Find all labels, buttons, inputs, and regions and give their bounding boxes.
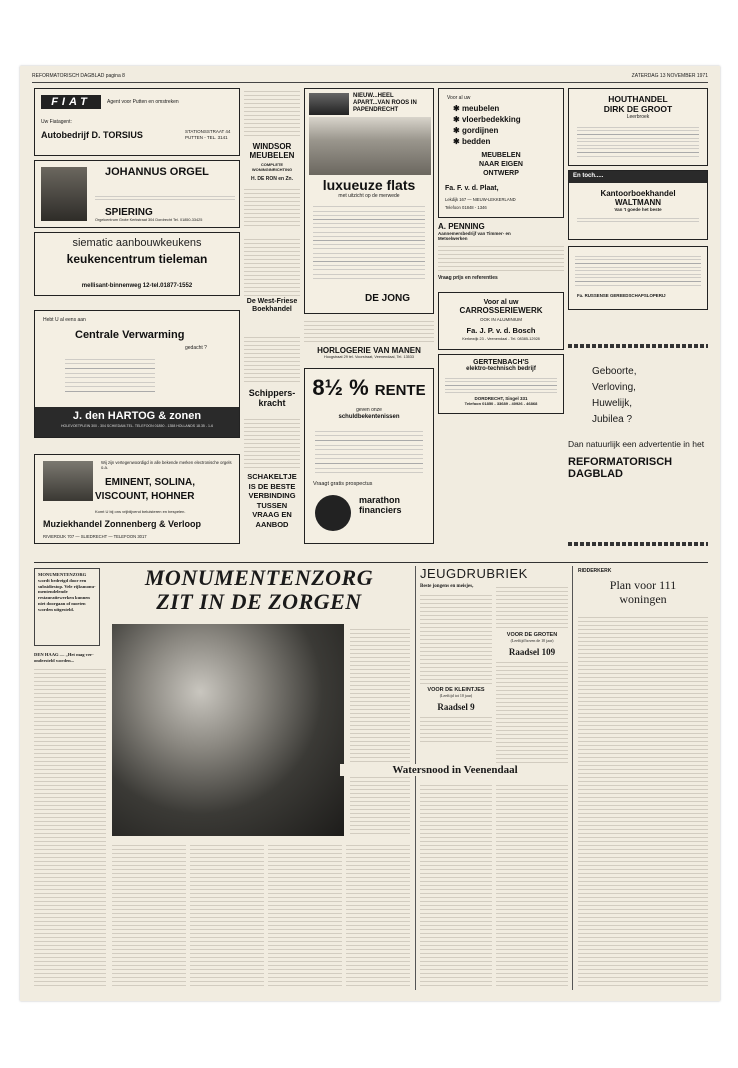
roos-title: NIEUW...HEEL APART...VAN ROOS IN PAPENDRECHT bbox=[353, 93, 417, 113]
fiat-address: STATIONSSTRAAT 44 PUTTEN - TEL. 3141 bbox=[185, 129, 231, 140]
text-column-top bbox=[244, 88, 300, 138]
meubelen-phone: Telefoon 01848 - 1346 bbox=[445, 205, 487, 210]
keuken-address: mellisant-binnenweg 12-tel.01877-1552 bbox=[81, 283, 193, 289]
gertenbach-sub: elektro-technisch bedrijf bbox=[466, 366, 536, 372]
fiat-tagline: Agent voor Putten en omstreken bbox=[107, 99, 179, 105]
cv-company-band bbox=[35, 407, 239, 437]
monumenten-col4 bbox=[268, 842, 342, 988]
meubelen-company: Fa. F. v. d. Plaat, bbox=[445, 185, 499, 192]
carrosserie-sub: OOK IN ALUMINIUM bbox=[479, 317, 522, 322]
roos-logo-photo bbox=[309, 93, 349, 115]
ridderkerk-title1: Plan voor 111 bbox=[609, 578, 677, 592]
watersnood-col2 bbox=[496, 782, 568, 988]
rente-company: marathon financiers bbox=[359, 495, 402, 515]
rente-request: Vraagt gratis prospectus bbox=[313, 481, 373, 487]
kantoor-title2: WALTMANN bbox=[614, 198, 662, 207]
family-line-3: Huwelijk, bbox=[592, 398, 633, 409]
column-divider-1 bbox=[415, 566, 416, 990]
organ-photo bbox=[41, 167, 87, 221]
cv-ad bbox=[34, 310, 240, 438]
penning-body bbox=[438, 243, 564, 273]
horlogerie-list bbox=[304, 318, 434, 342]
jeugd-title: JEUGDRUBRIEK bbox=[420, 566, 528, 581]
header-left: REFORMATORISCH DAGBLAD pagina 8 bbox=[32, 73, 125, 79]
penning-ad bbox=[438, 222, 564, 288]
orgel-dealer: SPIERING bbox=[105, 207, 153, 218]
meubelen-item-4: ✱ bedden bbox=[453, 137, 491, 146]
rente-sub1: geven onze bbox=[356, 407, 382, 413]
schippers-ad bbox=[244, 388, 300, 412]
gereed-company: Fa. RUSSENSE GEREEDSCHAPSLOPERIJ bbox=[577, 293, 666, 298]
monumenten-title1: MONUMENTENZORG bbox=[144, 565, 374, 590]
houthandel-title1: HOUTHANDEL bbox=[608, 94, 668, 104]
monumenten-col1 bbox=[34, 666, 106, 988]
section-rule bbox=[34, 562, 708, 563]
meubelen-item-3: ✱ gordijnen bbox=[453, 126, 499, 135]
monumenten-col3 bbox=[190, 842, 264, 988]
meubelen-naar3: ONTWERP bbox=[483, 170, 519, 177]
meubelen-item-2-label: vloerbedekking bbox=[461, 115, 521, 124]
penning-foot: Vraag prijs en referenties bbox=[438, 275, 498, 281]
marathon-logo bbox=[315, 495, 351, 531]
horlogerie-title: HORLOGERIE VAN MANEN bbox=[317, 346, 421, 355]
jeugd-col2 bbox=[496, 584, 568, 763]
windsor-title2: MEUBELEN bbox=[249, 151, 295, 160]
orgel-body bbox=[95, 193, 235, 203]
jeugd-greeting: Beste jongens en meisjes, bbox=[420, 584, 474, 589]
windsor-sub: COMPLETE WONINGINRICHTING bbox=[251, 162, 293, 172]
meubelen-item-4-label: bedden bbox=[461, 137, 491, 146]
fiat-logo: FIAT bbox=[41, 95, 101, 109]
cv-list bbox=[65, 355, 155, 395]
column-divider-2 bbox=[572, 566, 573, 990]
penning-sub: Aannemersbedrijf van Timmer- en Metselwerken bbox=[438, 231, 511, 241]
rente-word: RENTE bbox=[374, 382, 426, 399]
family-ad-border-bottom bbox=[568, 542, 708, 546]
meubelen-naar bbox=[439, 151, 563, 178]
jeugd-raadsel9-text bbox=[420, 714, 492, 742]
fiat-ad bbox=[34, 88, 240, 156]
meubelen-item-1-label: meubelen bbox=[461, 104, 500, 113]
schippers-title: Schippers-kracht bbox=[248, 388, 296, 408]
monumenten-col2 bbox=[112, 842, 186, 988]
rente-sub2: schuldbekentenissen bbox=[338, 414, 400, 420]
text-column-mid2 bbox=[244, 334, 300, 384]
cv-company-sub: HOLEVOETPLEIN 300 - 304 SCHIEDAM-TEL. TELEFOON 01850 - 1358 HOLLANDS 18.35 - 1-6 bbox=[60, 424, 214, 428]
meubelen-intro: Voor al uw bbox=[447, 95, 471, 101]
rente-value bbox=[305, 375, 433, 401]
jeugd-col1 bbox=[420, 584, 492, 742]
music-brands2: VISCOUNT, HOHNER bbox=[95, 491, 195, 502]
rente-ad bbox=[304, 368, 434, 544]
rente-rate: 8½ % bbox=[312, 375, 369, 400]
roos-main: luxueuze flats bbox=[322, 177, 416, 193]
jeugd-col2-text bbox=[496, 584, 568, 628]
monumenten-headline bbox=[108, 566, 410, 614]
ridderkerk-title2: woningen bbox=[619, 592, 667, 606]
electronic-organ-photo bbox=[43, 461, 93, 501]
carrosserie-address: Kerkewijk 23 - Veenendaal - Tel. 08385-12928 bbox=[462, 337, 540, 341]
meubelen-item-1: ✱ meubelen bbox=[453, 104, 500, 113]
cv-title: Centrale Verwarming bbox=[75, 329, 185, 341]
roos-sub: met uitzicht op de merwede bbox=[338, 193, 400, 199]
kantoor-sub: Van 't goede het beste bbox=[614, 207, 662, 212]
photo-caption bbox=[350, 626, 410, 836]
roos-ad bbox=[304, 88, 434, 314]
family-paper1: REFORMATORISCH bbox=[568, 456, 673, 468]
rente-body bbox=[315, 427, 423, 477]
houthandel-title3: Leerbroek bbox=[626, 114, 650, 120]
jeugd-sec2-sub: (Leeftijd boven de 10 jaar) bbox=[510, 638, 554, 643]
horlogerie-address: Hoogstraat 29 tel. Voorstraat, Veenendaal, Tel. 13533 bbox=[323, 355, 415, 359]
meubelen-address: Lekdijk 167 — NIEUW-LEKKERLAND bbox=[445, 197, 516, 202]
jeugd-sec1-sub: (Leeftijd tot 10 jaar) bbox=[439, 693, 473, 698]
gertenbach-title: GERTENBACH'S bbox=[473, 359, 529, 366]
roos-builder: DE JONG bbox=[365, 293, 411, 304]
family-lines bbox=[568, 364, 708, 428]
kantoor-top: En toch..... bbox=[569, 171, 707, 183]
carrosserie-company: Fa. J. P. v. d. Bosch bbox=[466, 326, 536, 335]
windsor-details bbox=[244, 186, 300, 226]
family-line-2: Verloving, bbox=[592, 382, 636, 393]
music-brands1: EMINENT, SOLINA, bbox=[105, 477, 196, 488]
kantoor-body bbox=[577, 215, 699, 225]
music-address: RIVIERDIJK 707 — SLIEDRECHT — TELEFOON 3017 bbox=[43, 534, 147, 539]
westfriese-title: De West-Friese Boekhandel bbox=[246, 298, 298, 313]
cv-intro: Hebt U al eens aan bbox=[43, 317, 86, 323]
gertenbach-phone: Telefoon 01850 - 33689 - 40926 - 46868 bbox=[464, 401, 538, 406]
jeugd-raadsel109: Raadsel 109 bbox=[508, 647, 556, 657]
windsor-company: H. DE RON en Zn. bbox=[251, 176, 293, 182]
music-ad bbox=[34, 454, 240, 544]
page-header bbox=[32, 73, 708, 83]
family-paper2: DAGBLAD bbox=[568, 468, 623, 480]
meubelen-items bbox=[453, 103, 521, 147]
kantoor-ad bbox=[568, 170, 708, 240]
monumenten-photo bbox=[112, 624, 344, 836]
family-ad-border-top bbox=[568, 344, 708, 348]
cv-company: J. den HARTOG & zonen bbox=[72, 410, 202, 422]
jeugd-raadsel109-text bbox=[496, 659, 568, 763]
monumenten-col5 bbox=[346, 842, 410, 988]
jeugd-sec2: VOOR DE GROTEN bbox=[506, 632, 558, 638]
fiat-dealer: Autobedrijf D. TORSIUS bbox=[41, 130, 143, 140]
jeugd-intro-text bbox=[420, 592, 492, 684]
houthandel-title2: DIRK DE GROOT bbox=[603, 104, 673, 114]
meubelen-item-3-label: gordijnen bbox=[461, 126, 499, 135]
carrosserie-ad bbox=[438, 292, 564, 350]
meubelen-naar1: MEUBELEN bbox=[481, 152, 521, 159]
penning-title: A. PENNING bbox=[438, 222, 485, 231]
windsor-ad bbox=[244, 142, 300, 232]
gereed-list bbox=[575, 253, 701, 287]
music-company: Muziekhandel Zonnenberg & Verloop bbox=[43, 519, 202, 529]
gertenbach-ad bbox=[438, 354, 564, 414]
gertenbach-body bbox=[445, 375, 557, 393]
carrosserie-title: CARROSSERIEWERK bbox=[459, 306, 543, 315]
ridderkerk-body bbox=[578, 614, 708, 988]
jeugd-header bbox=[420, 566, 566, 581]
kantoor-title1: Kantoorboekhandel bbox=[600, 189, 676, 198]
gereed-ad bbox=[568, 246, 708, 310]
horlogerie-ad bbox=[304, 346, 434, 362]
orgel-title: JOHANNUS ORGEL bbox=[105, 166, 209, 178]
jeugd-raadsel9: Raadsel 9 bbox=[437, 702, 475, 712]
gertenbach-address: DORDRECHT, Singel 331 bbox=[474, 396, 528, 401]
houthandel-body bbox=[577, 124, 699, 158]
monumenten-lead: MONUMENTENZORG wordt bedreigd door een subsidiestop. Vele rijksmonumentendelende restauratiewerken kunnen niet doorgaan of moeten worden uitgesteld. bbox=[38, 572, 96, 612]
windsor-title1: WINDSOR bbox=[252, 142, 292, 151]
cv-tail: gedacht ? bbox=[185, 345, 207, 351]
orgel-ad bbox=[34, 160, 240, 228]
roos-list bbox=[313, 203, 425, 281]
schakeltje-title: SCHAKELTJE IS DE BESTE VERBINDING TUSSEN VRAAG EN AANBOD bbox=[247, 472, 297, 529]
family-text: Dan natuurlijk een advertentie in het bbox=[568, 439, 705, 449]
houthandel-ad bbox=[568, 88, 708, 166]
monumenten-dateline-wrap bbox=[34, 652, 106, 663]
ridderkerk-kicker: RIDDERKERK bbox=[578, 568, 612, 574]
fiat-sub: Uw Fiatagent: bbox=[41, 119, 72, 125]
meubelen-ad bbox=[438, 88, 564, 218]
music-intro: Wij zijn vertegenwoordigd in alle bekende merken electronische orgels o.a. bbox=[101, 460, 232, 470]
westfriese-ad bbox=[244, 298, 300, 332]
flats-photo bbox=[309, 117, 431, 175]
monumenten-lead-box bbox=[34, 568, 100, 646]
text-column-mid3 bbox=[244, 416, 300, 468]
header-right: ZATERDAG 13 NOVEMBER 1971 bbox=[631, 73, 708, 79]
carrosserie-intro: Voor al uw bbox=[483, 299, 519, 306]
watersnood-title: Watersnood in Veenendaal bbox=[340, 764, 570, 776]
watersnood-col1 bbox=[420, 782, 492, 988]
orgel-address: Orgelcentrum Grote Kerkstraat 304 Dordrecht Tel. 01850-33425 bbox=[95, 218, 203, 222]
jeugd-sec1: VOOR DE KLEINTJES bbox=[427, 687, 485, 693]
ridderkerk-header bbox=[578, 568, 708, 606]
family-ad bbox=[568, 350, 708, 504]
text-column-mid bbox=[244, 236, 300, 296]
keuken-top: siematic aanbouwkeukens bbox=[72, 237, 202, 249]
newspaper-page bbox=[20, 66, 720, 1001]
music-small: Komt U bij ons vrijblijvend beluisteren en bespelen. bbox=[95, 509, 186, 514]
family-line-1: Geboorte, bbox=[592, 366, 637, 377]
family-line-4: Jubilea ? bbox=[592, 414, 633, 425]
meubelen-item-2: ✱ vloerbedekking bbox=[453, 115, 521, 124]
keuken-title: keukencentrum tieleman bbox=[66, 252, 208, 266]
schakeltje-ad bbox=[244, 472, 300, 544]
meubelen-naar2: NAAR EIGEN bbox=[479, 161, 523, 168]
monumenten-dateline: DEN HAAG — „Het mag verondersteld worden... bbox=[34, 652, 94, 663]
monumenten-title2: ZIT IN DE ZORGEN bbox=[156, 589, 362, 614]
keuken-ad bbox=[34, 232, 240, 296]
